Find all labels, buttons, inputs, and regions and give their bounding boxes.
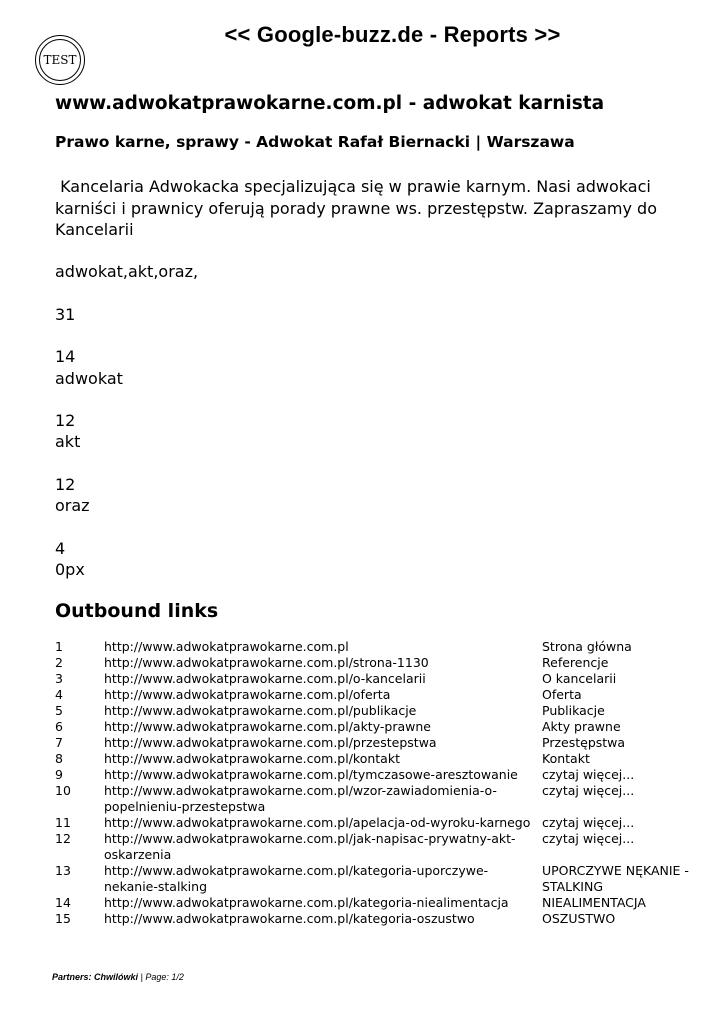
link-anchor-text [542, 863, 705, 895]
site-title: www.adwokatprawokarne.com.pl - adwokat karnista [55, 93, 605, 114]
page-indicator: | Page: 1/2 [138, 972, 184, 982]
keyword-word: oraz [55, 496, 90, 515]
link-url-line: oskarzenia [104, 847, 172, 862]
link-anchor-text: czytaj więcej... [542, 783, 635, 798]
link-url-line: http://www.adwokatprawokarne.com.pl/kategoria-uporczywe- [104, 863, 489, 878]
link-anchor-text: Akty prawne [542, 719, 621, 734]
link-anchor-text: Strona główna [542, 639, 632, 654]
link-number: 6 [55, 719, 63, 734]
link-anchor-line: UPORCZYWE NĘKANIE - [542, 863, 689, 878]
link-row [55, 703, 705, 719]
link-row [55, 655, 705, 671]
keyword-word: 0px [55, 560, 85, 579]
link-anchor-text: Referencje [542, 655, 609, 670]
link-anchor-text: Przestępstwa [542, 735, 626, 750]
link-url-line: http://www.adwokatprawokarne.com.pl/jak-napisac-prywatny-akt- [104, 831, 516, 846]
link-url[interactable]: http://www.adwokatprawokarne.com.pl/oferta [104, 687, 391, 702]
link-number: 4 [55, 687, 63, 702]
link-url-line: popelnieniu-przestepstwa [104, 799, 266, 814]
report-header-title: << Google-buzz.de - Reports >> [224, 22, 561, 47]
link-anchor-text: czytaj więcej... [542, 831, 635, 846]
link-url[interactable]: http://www.adwokatprawokarne.com.pl/tymczasowe-aresztowanie [104, 767, 518, 782]
link-url-line: nekanie-stalking [104, 879, 208, 894]
link-number: 7 [55, 735, 63, 750]
link-anchor-text: NIEALIMENTACJA [542, 895, 646, 910]
keyword-word: adwokat [55, 369, 123, 388]
keyword-count: 12 [55, 475, 76, 494]
link-anchor-line: STALKING [542, 879, 604, 894]
link-row [55, 639, 705, 655]
link-anchor-text: Publikacje [542, 703, 605, 718]
word-count: 31 [55, 305, 76, 324]
link-row [55, 783, 705, 815]
keywords-line: adwokat,akt,oraz, [55, 262, 199, 281]
link-url[interactable]: http://www.adwokatprawokarne.com.pl/apelacja-od-wyroku-karnego [104, 815, 531, 830]
link-row [55, 815, 705, 831]
link-url[interactable]: http://www.adwokatprawokarne.com.pl/kontakt [104, 751, 400, 766]
link-anchor-text: O kancelarii [542, 671, 617, 686]
link-row [55, 911, 705, 927]
link-row [55, 895, 705, 911]
link-anchor-text: czytaj więcej... [542, 815, 635, 830]
link-url[interactable]: http://www.adwokatprawokarne.com.pl/o-kancelarii [104, 671, 426, 686]
link-number: 10 [55, 783, 71, 798]
outbound-links-title: Outbound links [55, 600, 219, 622]
link-number: 9 [55, 767, 63, 782]
link-url[interactable]: http://www.adwokatprawokarne.com.pl/publikacje [104, 703, 417, 718]
link-row [55, 687, 705, 703]
link-number: 15 [55, 911, 71, 926]
link-row [55, 863, 705, 895]
keyword-count: 12 [55, 411, 76, 430]
keyword-word: akt [55, 432, 81, 451]
link-row [55, 767, 705, 783]
outbound-links-table [55, 639, 705, 927]
link-anchor-text: OSZUSTWO [542, 911, 616, 926]
link-anchor-text: Oferta [542, 687, 582, 702]
link-url[interactable] [104, 783, 542, 815]
link-anchor-text: czytaj więcej... [542, 767, 635, 782]
link-anchor-text: Kontakt [542, 751, 590, 766]
link-number: 2 [55, 655, 63, 670]
link-number: 12 [55, 831, 71, 846]
link-row [55, 671, 705, 687]
link-url[interactable]: http://www.adwokatprawokarne.com.pl/kategoria-oszustwo [104, 911, 475, 926]
page-subtitle: Prawo karne, sprawy - Adwokat Rafał Biernacki | Warszawa [55, 133, 575, 151]
link-row [55, 719, 705, 735]
link-number: 1 [55, 639, 63, 654]
link-url[interactable] [104, 831, 542, 863]
link-number: 3 [55, 671, 63, 686]
link-number: 13 [55, 863, 71, 878]
link-url[interactable]: http://www.adwokatprawokarne.com.pl/przestepstwa [104, 735, 437, 750]
link-number: 8 [55, 751, 63, 766]
partners-label[interactable]: Partners: Chwilówki [52, 972, 139, 982]
link-url[interactable]: http://www.adwokatprawokarne.com.pl [104, 639, 349, 654]
site-description: Kancelaria Adwokacka specjalizująca się w prawie karnym. Nasi adwokaci karniści i prawnicy oferują porady prawne ws. przestępstw. Zapraszamy do Kancelarii [55, 177, 663, 239]
link-url[interactable]: http://www.adwokatprawokarne.com.pl/kategoria-niealimentacja [104, 895, 509, 910]
keyword-count: 4 [55, 539, 66, 558]
footer [52, 972, 184, 982]
link-number: 5 [55, 703, 63, 718]
link-row [55, 831, 705, 863]
link-row [55, 735, 705, 751]
link-url[interactable]: http://www.adwokatprawokarne.com.pl/akty-prawne [104, 719, 431, 734]
link-row [55, 751, 705, 767]
test-stamp-text: TEST [39, 39, 81, 81]
link-number: 14 [55, 895, 71, 910]
link-number: 11 [55, 815, 71, 830]
link-url-line: http://www.adwokatprawokarne.com.pl/wzor-zawiadomienia-o- [104, 783, 497, 798]
keyword-count: 14 [55, 347, 76, 366]
link-url[interactable]: http://www.adwokatprawokarne.com.pl/strona-1130 [104, 655, 429, 670]
link-url[interactable] [104, 863, 542, 895]
